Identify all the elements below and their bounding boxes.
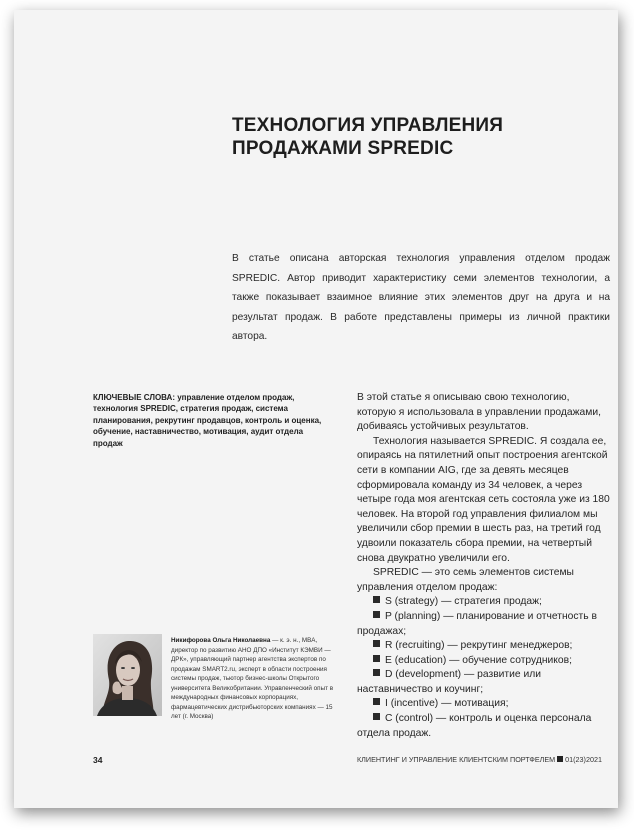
article-body bbox=[357, 391, 611, 741]
issue-number: 01(23)2021 bbox=[565, 755, 602, 764]
author-name: Никифорова Ольга Николаевна bbox=[171, 637, 271, 644]
list-item: I (incentive) — мотивация; bbox=[357, 697, 611, 712]
list-item: E (education) — обучение сотрудников; bbox=[357, 654, 611, 669]
journal-page bbox=[14, 10, 618, 808]
list-item: P (planning) — планирование и отчетность в продажах; bbox=[357, 610, 597, 637]
keywords: КЛЮЧЕВЫЕ СЛОВА: управление отделом продаж, технология SPREDIC, стратегия продаж, система планирования, рекрутинг продавцов, контроль и оценка, обучение, наставничество, мотивация, аудит отдела продаж bbox=[93, 393, 322, 448]
author-bio: — к. э. н., MBA, директор по развитию АНО ДПО «Институт КЭМВИ — ДРК», управляющий партнер агентства экспертов по продажам SMART2.ru, эксперт в области построения системы продаж, тьютор бизнес-школы Открытого университета Великобритании. Управленческий опыт в международных финансовых корпорациях, фармацевтических дистрибьюторских компаниях — 15 лет (г. Москва) bbox=[171, 637, 334, 721]
author-photo bbox=[93, 634, 162, 716]
author-info bbox=[171, 636, 336, 722]
bullet-icon bbox=[373, 640, 380, 647]
body-paragraph: Технология называется SPREDIC. Я создала ее, опираясь на пятилетний опыт построения агентской сети в компании AIG, где за девять месяцев сформировала команду из 34 человек, а через четыре года моя агентская сеть состояла уже из 180 человек. На второй год управления филиалом мы увеличили сбор премии в шесть раз, на третий год удвоили показатель сбора премии, на четвертый снова двукратно увеличили его. bbox=[357, 435, 610, 564]
bullet-icon bbox=[373, 596, 380, 603]
page-number: 34 bbox=[93, 755, 103, 765]
body-paragraph: SPREDIC — это семь элементов системы управления отделом продаж: bbox=[357, 567, 574, 593]
article-abstract: В статье описана авторская технология управления отделом продаж SPREDIC. Автор приводит характеристику семи элементов технологии, а также показывает взаимное влияние этих элементов друг на друга и на результат продаж. В работе представлены примеры из личной практики автора. bbox=[232, 253, 610, 342]
article-title: ТЕХНОЛОГИЯ УПРАВЛЕНИЯ ПРОДАЖАМИ SPREDIC bbox=[232, 115, 504, 159]
bullet-icon bbox=[373, 611, 380, 618]
list-item: S (strategy) — стратегия продаж; bbox=[357, 595, 611, 610]
body-paragraph: В этой статье я описываю свою технологию, которую я использовала в управлении продажами, добиваясь устойчивых результатов. bbox=[357, 392, 601, 433]
list-item: D (development) — развитие или наставничество и коучинг; bbox=[357, 669, 541, 695]
bullet-icon bbox=[373, 713, 380, 720]
bullet-icon bbox=[373, 669, 380, 676]
list-item: R (recruiting) — рекрутинг менеджеров; bbox=[357, 639, 611, 654]
running-footer bbox=[357, 755, 612, 764]
bullet-icon bbox=[373, 698, 380, 705]
square-separator-icon bbox=[557, 756, 563, 762]
list-item: C (control) — контроль и оценка персонала отдела продаж. bbox=[357, 713, 592, 739]
journal-name: КЛИЕНТИНГ И УПРАВЛЕНИЕ КЛИЕНТСКИМ ПОРТФЕЛЕМ bbox=[357, 755, 556, 764]
bullet-icon bbox=[373, 655, 380, 662]
